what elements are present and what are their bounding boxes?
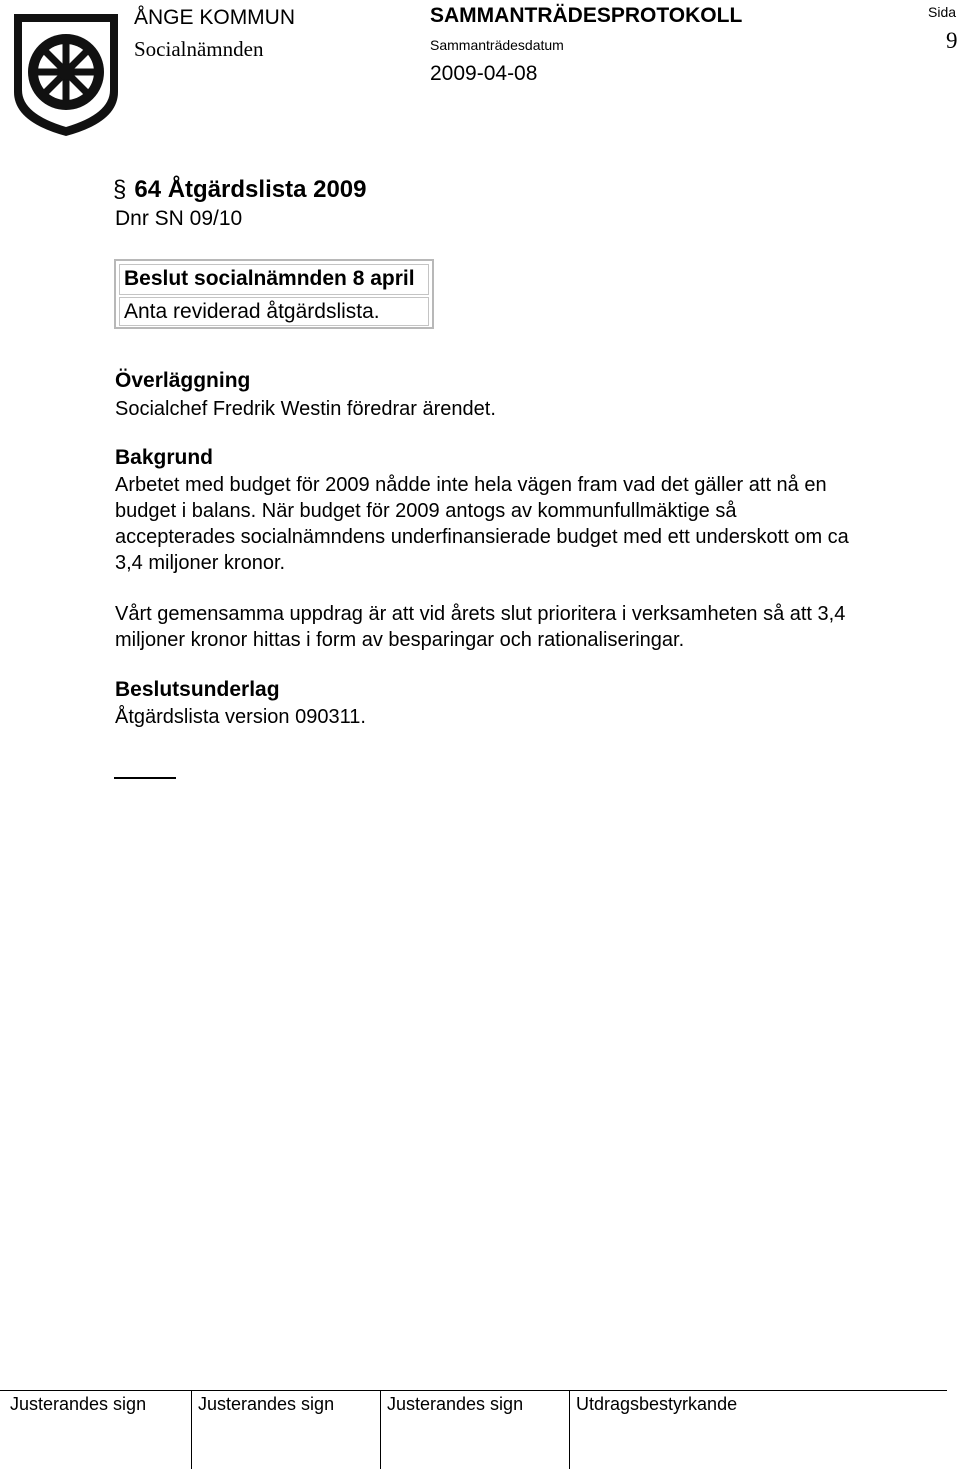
section-title: 64 Åtgärdslista 2009	[134, 176, 367, 203]
organization-name: ÅNGE KOMMUN	[134, 6, 296, 29]
meeting-date: 2009-04-08	[430, 62, 538, 85]
background-heading: Bakgrund	[115, 446, 214, 469]
deliberation-heading: Överläggning	[115, 369, 251, 392]
footer-divider	[191, 1391, 192, 1469]
page-label: Sida	[928, 4, 957, 20]
assignment-line: miljoner kronor hittas i form av besparingar och rationaliseringar.	[115, 629, 685, 651]
background-line: 3,4 miljoner kronor.	[115, 552, 286, 574]
paragraph-sign-icon: §	[113, 176, 127, 203]
footer-border	[0, 1390, 947, 1391]
meeting-date-label: Sammanträdesdatum	[430, 37, 564, 53]
signature-field-label: Justerandes sign	[10, 1394, 147, 1414]
certification-field-label: Utdragsbestyrkande	[576, 1394, 738, 1414]
decision-box	[114, 259, 434, 329]
signature-field-label: Justerandes sign	[198, 1394, 335, 1414]
decision-basis-heading: Beslutsunderlag	[115, 678, 280, 701]
decision-basis-text: Åtgärdslista version 090311.	[115, 706, 366, 728]
signature-field-label: Justerandes sign	[387, 1394, 524, 1414]
decision-text: Anta reviderad åtgärdslista.	[119, 297, 429, 326]
diary-number: Dnr SN 09/10	[115, 207, 243, 230]
deliberation-text: Socialchef Fredrik Westin föredrar ärendet.	[115, 398, 496, 420]
section-heading	[113, 176, 366, 204]
background-line: accepterades socialnämndens underfinansierade budget med ett underskott om ca	[115, 526, 849, 548]
background-line: Arbetet med budget för 2009 nådde inte hela vägen fram vad det gäller att nå en	[115, 474, 827, 496]
committee-name: Socialnämnden	[134, 37, 264, 61]
footer-divider	[380, 1391, 381, 1469]
footnote-separator	[114, 777, 176, 779]
page-number: 9	[946, 28, 958, 53]
decision-title: Beslut socialnämnden 8 april	[119, 264, 429, 295]
ange-kommun-coat-of-arms	[6, 8, 128, 138]
footer-divider	[569, 1391, 570, 1469]
background-line: budget i balans. När budget för 2009 antogs av kommunfullmäktige så	[115, 500, 737, 522]
assignment-line: Vårt gemensamma uppdrag är att vid årets slut prioritera i verksamheten så att 3,4	[115, 603, 846, 625]
document-title: SAMMANTRÄDESPROTOKOLL	[430, 4, 743, 27]
